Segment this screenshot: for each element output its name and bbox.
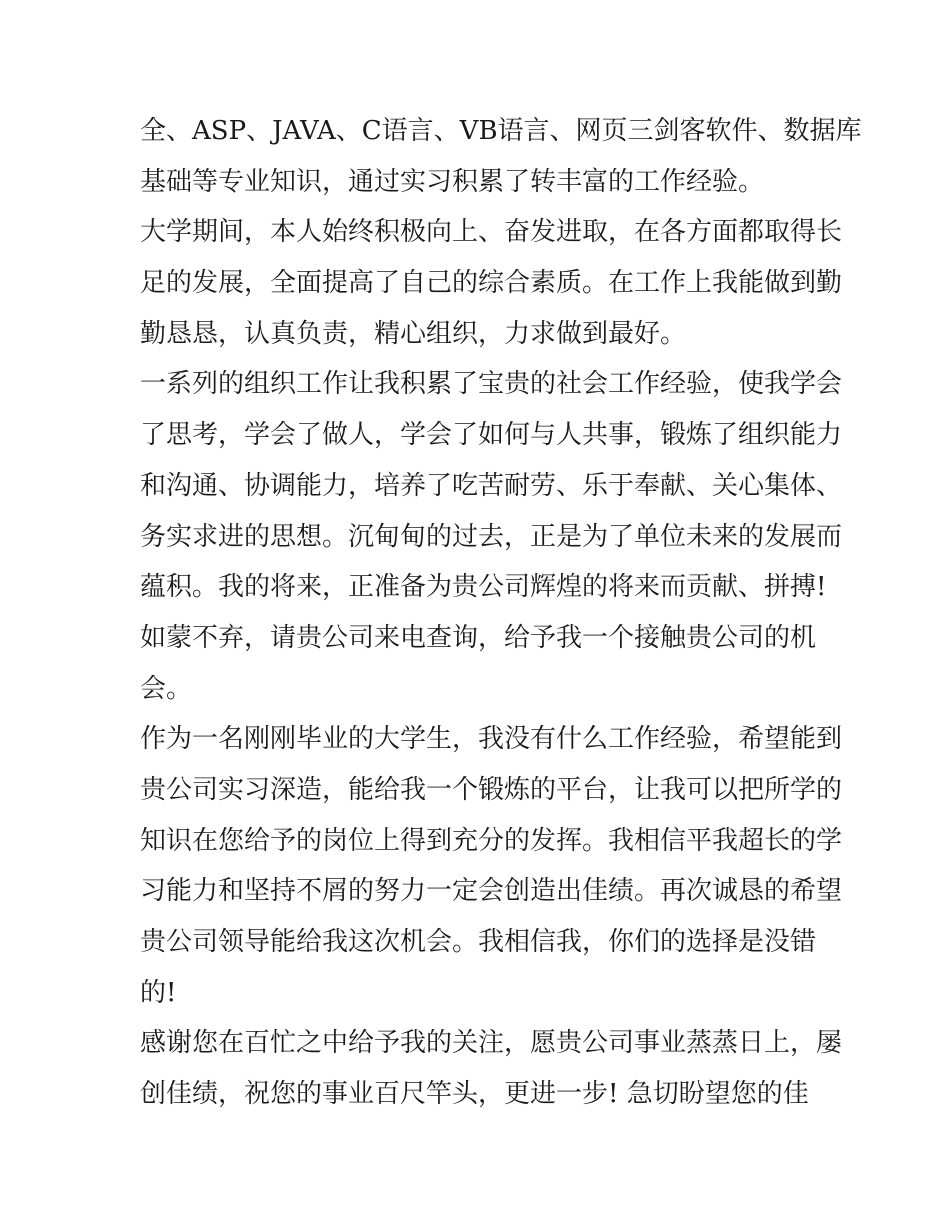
text-line: 全、ASP、JAVA、C语言、VB语言、网页三剑客软件、数据库	[140, 116, 862, 146]
text-line: 作为一名刚刚毕业的大学生，我没有什么工作经验，希望能到	[140, 724, 843, 755]
document-body	[140, 106, 862, 1120]
text-line: 务实求进的思想。沉甸甸的过去，正是为了单位未来的发展而	[140, 521, 843, 552]
text-line: 感谢您在百忙之中给予我的关注，愿贵公司事业蒸蒸日上，屡	[140, 1028, 843, 1059]
text-line: 会。	[140, 673, 193, 704]
text-line: 如蒙不弃，请贵公司来电查询，给予我一个接触贵公司的机	[140, 622, 817, 653]
text-line: 贵公司领导能给我这次机会。我相信我，你们的选择是没错	[140, 927, 817, 957]
text-line: 知识在您给予的岗位上得到充分的发挥。我相信平我超长的学	[140, 825, 843, 856]
text-line: 一系列的组织工作让我积累了宝贵的社会工作经验，使我学会	[140, 369, 843, 400]
text-line: 贵公司实习深造，能给我一个锻炼的平台，让我可以把所学的	[140, 774, 843, 805]
text-line: 大学期间，本人始终积极向上、奋发进取，在各方面都取得长	[140, 217, 843, 248]
text-line: 的!	[140, 977, 177, 1008]
text-line: 和沟通、协调能力，培养了吃苦耐劳、乐于奉献、关心集体、	[140, 470, 843, 501]
text-line: 创佳绩，祝您的事业百尺竿头，更进一步! 急切盼望您的佳	[140, 1079, 809, 1110]
text-line: 习能力和坚持不屑的努力一定会创造出佳绩。再次诚恳的希望	[140, 876, 843, 907]
text-line: 足的发展，全面提高了自己的综合素质。在工作上我能做到勤	[140, 268, 843, 299]
text-line: 基础等专业知识，通过实习积累了转丰富的工作经验。	[140, 166, 765, 197]
text-line: 勤恳恳，认真负责，精心组织，力求做到最好。	[140, 318, 687, 349]
text-line: 蕴积。我的将来，正准备为贵公司辉煌的将来而贡献、拼搏!	[140, 572, 827, 603]
text-line: 了思考，学会了做人，学会了如何与人共事，锻炼了组织能力	[140, 420, 843, 451]
